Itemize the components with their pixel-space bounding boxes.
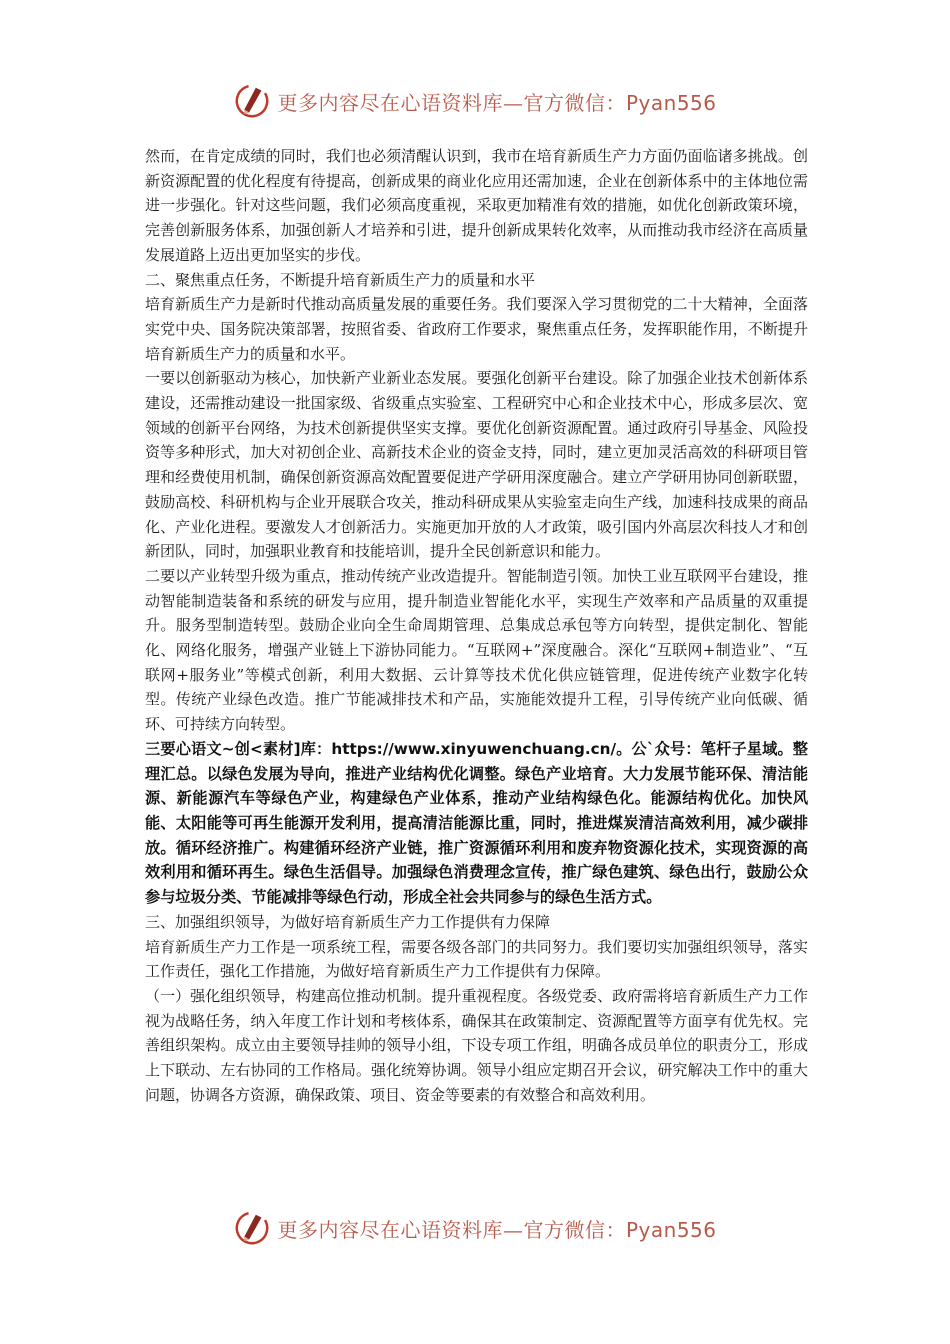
header-banner bbox=[0, 79, 950, 123]
paragraph: （一）强化组织领导，构建高位推动机制。提升重视程度。各级党委、政府需将培育新质生产力工作视为战略任务，纳入年度工作计划和考核体系，确保其在政策制定、资源配置等方面享有优先权。完善组织架构。成立由主要领导挂帅的领导小组，下设专项工作组，明确各成员单位的职责分工，形成上下联动、左右协同的工作格局。强化统筹协调。领导小组应定期召开会议，研究解决工作中的重大问题，协调各方资源，确保政策、项目、资金等要素的有效整合和高效利用。 bbox=[145, 986, 808, 1104]
paragraph: 二要以产业转型升级为重点，推动传统产业改造提升。智能制造引领。加快工业互联网平台建设，推动智能制造装备和系统的研发与应用，提升制造业智能化水平，实现生产效率和产品质量的双重提升。服务型制造转型。鼓励企业向全生命周期管理、总集成总承包等方向转型，提供定制化、智能化、网络化服务，增强产业链上下游协同能力。“互联网+”深度融合。深化“互联网+制造业”、“互联网+服务业”等模式创新，利用大数据、云计算等技术优化供应链管理，促进传统产业数字化转型。传统产业绿色改造。推广节能减排技术和产品，实施能效提升工程，引导传统产业向低碳、循环、可持续方向转型。 bbox=[145, 566, 808, 734]
bold-paragraph: 三要心语文~创<素材]库：https://www.xinyuwenchuang.cn/。公`众号：笔杆子星域。整理汇总。以绿色发展为导向，推进产业结构优化调整。绿色产业培育。大力发展节能环保、清洁能源、新能源汽车等绿色产业，构建绿色产业体系，推动产业结构绿色化。能源结构优化。加快风能、太阳能等可再生能源开发利用，提高清洁能源比重，同时，推进煤炭清洁高效利用，减少碳排放。循环经济推广。构建循环经济产业链，推广资源循环利用和废弃物资源化技术，实现资源的高效利用和循环再生。绿色生活倡导。加强绿色消费理念宣传，推广绿色建筑、绿色出行，鼓励公众参与垃圾分类、节能减排等绿色行动，形成全社会共同参与的绿色生活方式。 bbox=[145, 739, 808, 907]
paragraph: 培育新质生产力工作是一项系统工程，需要各级各部门的共同努力。我们要切实加强组织领导，落实工作责任，强化工作措施，为做好培育新质生产力工作提供有力保障。 bbox=[145, 937, 808, 981]
banner-text: 更多内容尽在心语资料库—官方微信：Pyan556 bbox=[277, 1217, 717, 1242]
paragraph: 一要以创新驱动为核心，加快新产业新业态发展。要强化创新平台建设。除了加强企业技术创新体系建设，还需推动建设一批国家级、省级重点实验室、工程研究中心和企业技术中心，形成多层次、宽领域的创新平台网络，为技术创新提供坚实支撑。要优化创新资源配置。通过政府引导基金、风险投资等多种形式，加大对初创企业、高新技术企业的资金支持，同时，建立更加灵活高效的科研项目管理和经费使用机制，确保创新资源高效配置要促进产学研用深度融合。建立产学研用协同创新联盟，鼓励高校、科研机构与企业开展联合攻关，推动科研成果从实验室走向生产线，加速科技成果的商品化、产业化进程。要激发人才创新活力。实施更加开放的人才政策，吸引国内外高层次科技人才和创新团队，同时，加强职业教育和技能培训，提升全民创新意识和能力。 bbox=[145, 369, 808, 561]
paragraph: 然而，在肯定成绩的同时，我们也必须清醒认识到，我市在培育新质生产力方面仍面临诸多挑战。创新资源配置的优化程度有待提高，创新成果的商业化应用还需加速，企业在创新体系中的主体地位需进一步强化。针对这些问题，我们必须高度重视，采取更加精准有效的措施，如优化创新政策环境，完善创新服务体系，加强创新人才培养和引进，提升创新成果转化效率，从而推动我市经济在高质量发展道路上迈出更加坚实的步伐。 bbox=[145, 147, 808, 264]
section-heading: 三、加强组织领导，为做好培育新质生产力工作提供有力保障 bbox=[145, 912, 551, 931]
document-body bbox=[145, 144, 808, 1107]
pen-circle-logo-icon bbox=[233, 1209, 271, 1247]
pen-circle-logo-icon bbox=[233, 82, 271, 120]
footer-banner bbox=[0, 1206, 950, 1250]
section-heading: 二、聚焦重点任务，不断提升培育新质生产力的质量和水平 bbox=[145, 270, 536, 289]
paragraph: 培育新质生产力是新时代推动高质量发展的重要任务。我们要深入学习贯彻党的二十大精神，全面落实党中央、国务院决策部署，按照省委、省政府工作要求，聚焦重点任务，发挥职能作用，不断提升培育新质生产力的质量和水平。 bbox=[145, 295, 808, 363]
banner-text: 更多内容尽在心语资料库—官方微信：Pyan556 bbox=[277, 90, 717, 115]
